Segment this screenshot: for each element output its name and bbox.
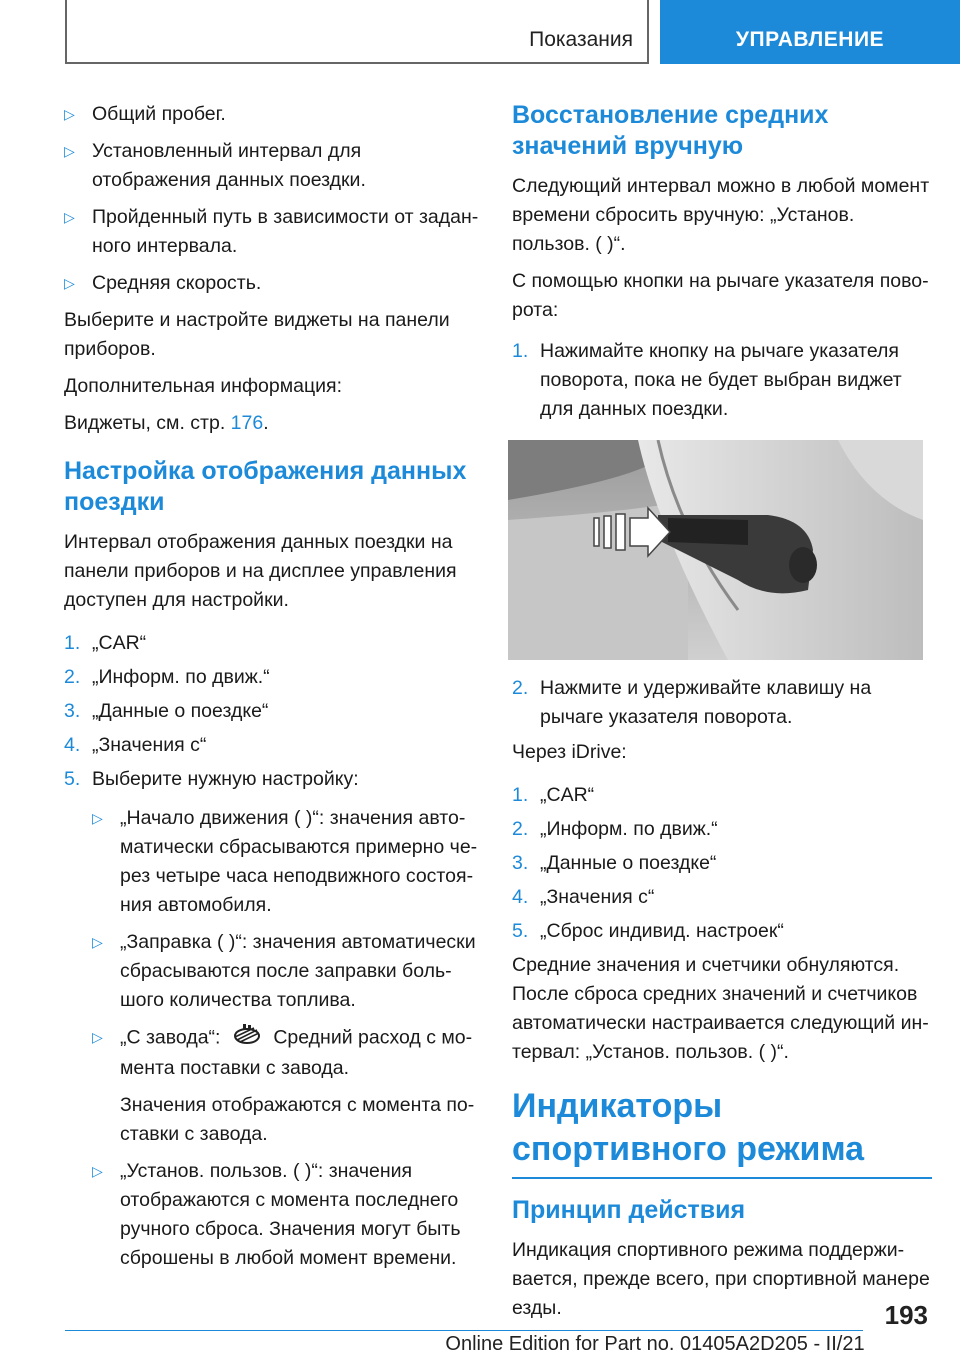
- list-item: ▷ „Начало движения ( )“: значения автоматически сбрасываются примерно через четыре часа неподвижного состояния автомобиля.: [92, 804, 484, 920]
- step-item: 3. „Данные о поездке“: [64, 700, 269, 722]
- header-section-label: Показания: [529, 28, 633, 51]
- page-reference-link[interactable]: 176: [230, 412, 264, 434]
- header-section-box: [65, 0, 649, 64]
- paragraph: Интервал отображения данных поездки на панели приборов и на дисплее управления доступен для настройки.: [64, 531, 457, 611]
- list-item: ▷ Пройденный путь в зависимости от заданного интервала.: [64, 203, 484, 261]
- step-item: 1. „CAR“: [64, 632, 147, 654]
- triangle-bullet-icon: ▷: [64, 275, 75, 291]
- step-item: 5. „Сброс индивид. настроек“: [512, 920, 784, 942]
- paragraph: Значения отображаются с момента поставки с завода.: [120, 1094, 475, 1145]
- header-chapter-label: УПРАВЛЕНИЕ: [735, 28, 885, 51]
- right-column: [512, 100, 932, 1331]
- step-item: 3. „Данные о поездке“: [512, 852, 717, 874]
- paragraph: С помощью кнопки на рычаге указателя поворота:: [512, 270, 929, 321]
- triangle-bullet-icon: ▷: [64, 106, 75, 122]
- paragraph: Индикация спортивного режима поддерживается, прежде всего, при спортивной манере езды.: [512, 1239, 930, 1319]
- triangle-bullet-icon: ▷: [92, 810, 103, 826]
- step-item: 2. „Информ. по движ.“: [512, 818, 718, 840]
- heading-rule: [512, 1177, 932, 1179]
- step-item: 2. „Информ. по движ.“: [64, 666, 270, 688]
- chapter-heading-sport: Индикаторы спортивного режима: [512, 1087, 865, 1168]
- footer-edition: Online Edition for Part no. 01405A2D205 - II/21: [445, 1333, 865, 1355]
- step-item: 1. Нажимайте кнопку на рычаге указателя поворота, пока не будет выбран виджет для данных поездки.: [512, 340, 902, 420]
- paragraph: Дополнительная информация:: [64, 375, 343, 397]
- list-item: ▷ „С завода“: Средний расход с момента поставки с завода.: [92, 1023, 484, 1083]
- left-column: [64, 100, 484, 1281]
- header-chapter-tab: [660, 0, 960, 64]
- triangle-bullet-icon: ▷: [64, 143, 75, 159]
- section-heading-reset: Восстановление средних значений вручную: [512, 101, 829, 160]
- step-item: 2. Нажмите и удерживайте клавишу на рычаге указателя поворота.: [512, 677, 872, 728]
- list-item: ▷ Средняя скорость.: [64, 269, 484, 298]
- paragraph-with-link: Виджеты, см. стр. 176.: [64, 412, 269, 434]
- section-heading-setup: Настройка отображения данных поездки: [64, 457, 467, 516]
- paragraph: Выберите и настройте виджеты на панели приборов.: [64, 309, 450, 360]
- triangle-bullet-icon: ▷: [64, 209, 75, 225]
- list-item: ▷ Установленный интервал для отображения данных поездки.: [64, 137, 484, 195]
- triangle-bullet-icon: ▷: [92, 1163, 103, 1179]
- step-item: 4. „Значения с“: [64, 734, 207, 756]
- section-heading-principle: Принцип действия: [512, 1196, 746, 1224]
- turn-signal-lever-illustration: [508, 440, 923, 660]
- triangle-bullet-icon: ▷: [92, 1029, 103, 1045]
- paragraph: Следующий интервал можно в любой момент времени сбросить вручную: „Установ. пользов. ( )“.: [512, 175, 930, 255]
- step-item: 1. „CAR“: [512, 784, 595, 806]
- list-item: ▷ „Установ. пользов. ( )“: значения отображаются с момента последнего ручного сброса. Значения могут быть сброшены в любой момент времени.: [92, 1157, 484, 1273]
- list-item: ▷ Общий пробег.: [64, 100, 484, 129]
- triangle-bullet-icon: ▷: [92, 934, 103, 950]
- paragraph: Через iDrive:: [512, 741, 627, 763]
- paragraph: Средние значения и счетчики обнуляются. После сброса средних значений и счетчиков автоматически настраивается следующий интервал: „Установ. пользов. ( )“.: [512, 954, 929, 1063]
- list-item: ▷ „Заправка ( )“: значения автоматически сбрасываются после заправки большого количества топлива.: [92, 928, 484, 1015]
- step-item: 5. Выберите нужную настройку:: [64, 768, 359, 790]
- factory-icon: [232, 1023, 262, 1054]
- footer-rule: [65, 1330, 863, 1331]
- step-item: 4. „Значения с“: [512, 886, 655, 908]
- page-number: 193: [884, 1300, 928, 1330]
